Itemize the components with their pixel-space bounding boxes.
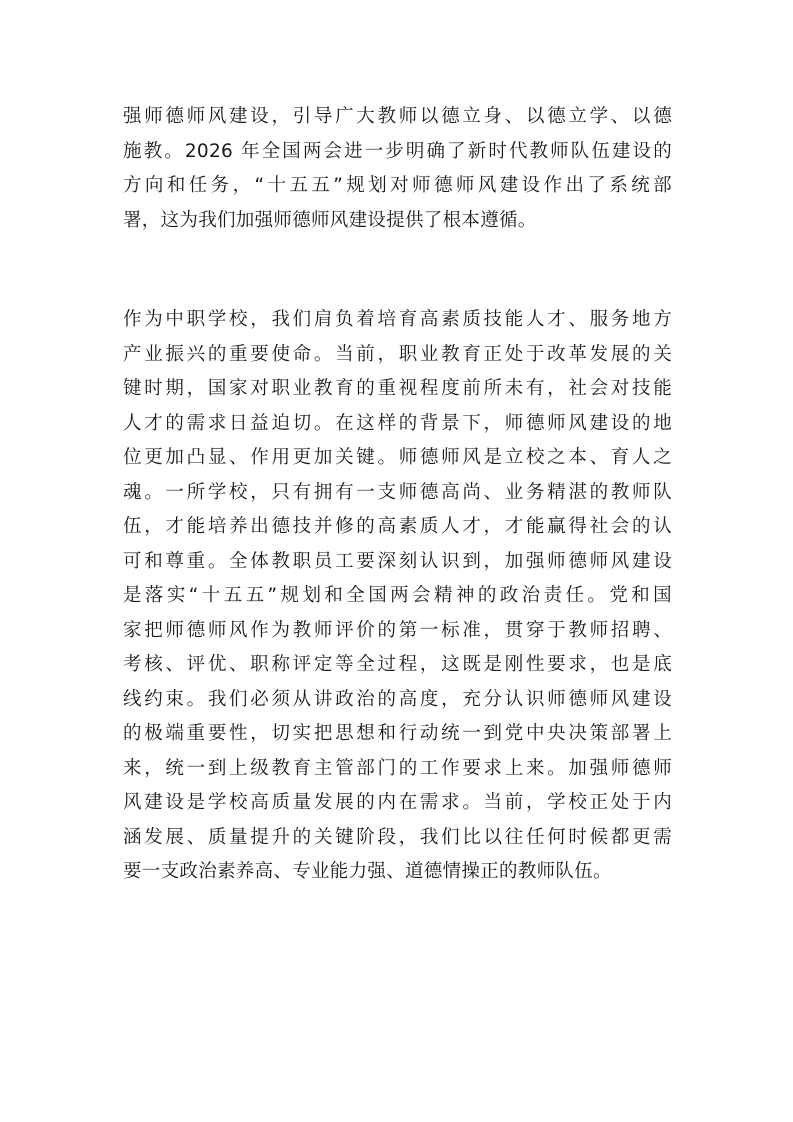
text-line: 涵发展、质量提升的关键阶段，我们比以往任何时候都更需 — [123, 826, 672, 848]
text-line: 作为中职学校，我们肩负着培育高素质技能人才、服务地方 — [123, 309, 672, 330]
paragraph-2 — [123, 303, 672, 890]
text-line: 键时期，国家对职业教育的重视程度前所未有，社会对技能 — [123, 378, 672, 399]
text-line: 位更加凸显、作用更加关键。师德师风是立校之本、育人之 — [123, 447, 672, 468]
text-line: 署，这为我们加强师德师风建设提供了根本遵循。 — [123, 209, 537, 231]
text-line: 来，统一到上级教育主管部门的工作要求上来。加强师德师 — [123, 757, 672, 779]
text-line: 产业振兴的重要使命。当前，职业教育正处于改革发展的关 — [123, 343, 672, 365]
text-line: 伍，才能培养出德技并修的高素质人才，才能赢得社会的认 — [123, 516, 672, 537]
text-line: 施教。2026 年全国两会进一步明确了新时代教师队伍建设的 — [123, 140, 672, 162]
paragraph-1 — [123, 100, 672, 238]
text-line: 风建设是学校高质量发展的内在需求。当前，学校正处于内 — [123, 792, 672, 813]
text-line: 强师德师风建设，引导广大教师以德立身、以德立学、以德 — [123, 106, 672, 127]
text-line: 考核、评优、职称评定等全过程，这既是刚性要求，也是底 — [123, 654, 672, 675]
text-line: 人才的需求日益迫切。在这样的背景下，师德师风建设的地 — [123, 412, 672, 434]
text-line: 可和尊重。全体教职员工要深刻认识到，加强师德师风建设 — [123, 550, 672, 572]
text-line: 要一支政治素养高、专业能力强、道德情操正的教师队伍。 — [123, 861, 612, 882]
text-line: 的极端重要性，切实把思想和行动统一到党中央决策部署上 — [123, 723, 672, 744]
text-line: 线约束。我们必须从讲政治的高度，充分认识师德师风建设 — [123, 688, 672, 710]
text-line: 魂。一所学校，只有拥有一支师德高尚、业务精湛的教师队 — [123, 481, 672, 503]
text-line: 家把师德师风作为教师评价的第一标准，贯穿于教师招聘、 — [123, 619, 672, 641]
text-line: 方向和任务，“十五五”规划对师德师风建设作出了系统部 — [123, 175, 672, 196]
text-line: 是落实“十五五”规划和全国两会精神的政治责任。党和国 — [123, 585, 672, 606]
